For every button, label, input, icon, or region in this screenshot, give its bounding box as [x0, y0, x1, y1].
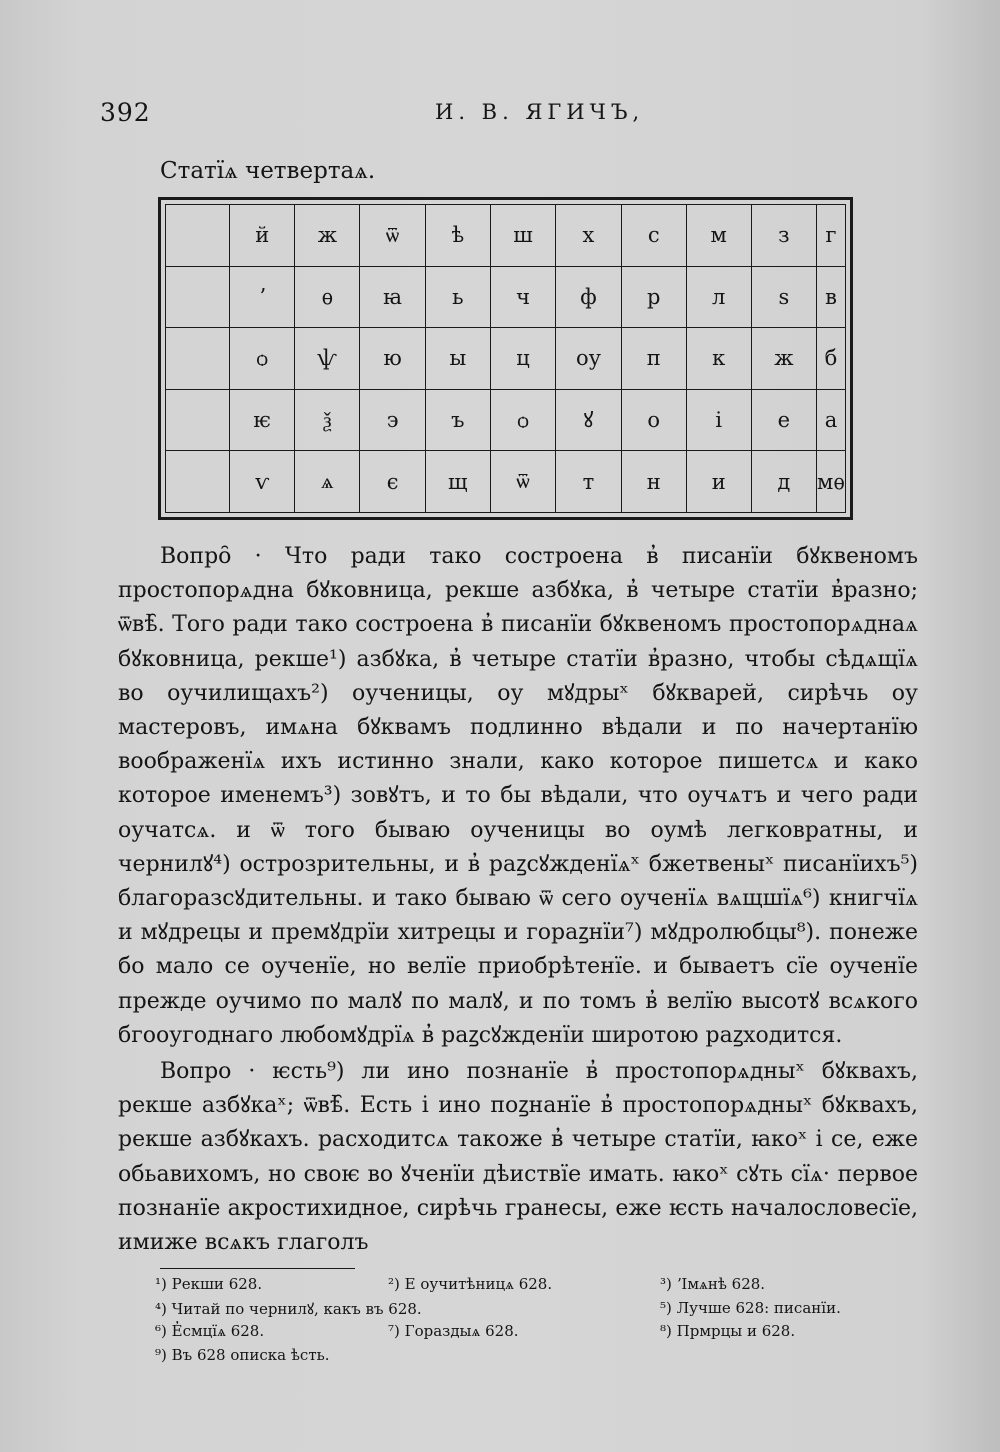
alphabet-cell: а: [816, 389, 845, 451]
alphabet-row: [166, 451, 846, 513]
alphabet-cell: е: [751, 389, 816, 451]
footnote-row: [155, 1322, 875, 1346]
footnote: ¹) Рекши 628.: [155, 1275, 263, 1293]
running-head: И. В. ЯГИЧЪ,: [435, 100, 645, 124]
alphabet-cell: з: [751, 205, 816, 267]
alphabet-cell: [166, 328, 230, 390]
alphabet-table: [165, 204, 846, 513]
body-text: [118, 540, 918, 1260]
alphabet-cell: н: [621, 451, 686, 513]
alphabet-cell: [166, 205, 230, 267]
alphabet-cell: ю: [360, 328, 425, 390]
alphabet-cell: т: [556, 451, 622, 513]
alphabet-cell: ѧ: [295, 451, 360, 513]
alphabet-cell: ѵ: [230, 451, 295, 513]
alphabet-cell: ѥ: [230, 389, 295, 451]
alphabet-cell: ъ: [425, 389, 490, 451]
alphabet-cell: ѻ: [490, 389, 555, 451]
footnote: ⁶) Е̓смцїѧ 628.: [155, 1322, 265, 1340]
footnote: ³) ʼІмѧнѣ 628.: [660, 1275, 766, 1293]
alphabet-cell: [166, 451, 230, 513]
alphabet-row: [166, 328, 846, 390]
footnotes: [155, 1275, 875, 1369]
alphabet-cell: ѳ: [295, 266, 360, 328]
alphabet-cell: ꙗ: [360, 266, 425, 328]
alphabet-cell: є: [360, 451, 425, 513]
alphabet-cell: л: [686, 266, 751, 328]
alphabet-cell: ʼ: [230, 266, 295, 328]
alphabet-cell: к: [686, 328, 751, 390]
alphabet-cell: ѯ: [295, 389, 360, 451]
paragraph-1: Вопро̑ · Что ради тако состроена в̓ писанїи бꙋквеномъ простопорѧдна бꙋковница, рекше азбꙋка, в̓ четыре статїи в̓разно; ѿвѣ̑. Того ради тако состроена в̓ писанїи бꙋквеномъ простопорѧднаѧ бꙋковница, рекше¹) азбꙋка, в̓ четыре статїи в̓разно, чтобы сѣдѧщїѧ во оучилищахъ²) оученицы, оу мꙋдрыˣ бꙋкварей, сирѣчь оу мастеровъ, имѧна бꙋквамъ подлинно вѣдали и по начертанїю воображенїѧ ихъ истинно знали, како которое пишетсѧ и како которое именемъ³) зовꙋтъ, и то бы вѣдали, что оучѧтъ и чего ради оучатсѧ. и ѿ того бываю оученицы во оумѣ легковратны, и чернилꙋ⁴) острозрительны, и в̓ раꙁсꙋжденїѧˣ бжетвеныˣ писанїихъ⁵) благоразсꙋдительны. и тако бываю ѿ сего оученїѧ вѧщшїѧ⁶) книгчїѧ и мꙋдрецы и премꙋдрїи хитрецы и гораꙁнїи⁷) мꙋдролюбцы⁸). понеже бо мало се оученїе, но велїе приобрѣтенїе. и бываетъ сїе оученїе прежде оучимо по малꙋ по малꙋ, и по томъ в̓ велїю высотꙋ всѧкого бгооугоднаго любомꙋдрїѧ в̓ раꙁсꙋжденїи широтою раꙁходится.: [118, 544, 918, 1048]
alphabet-cell: ж: [751, 328, 816, 390]
alphabet-cell: п: [621, 328, 686, 390]
alphabet-cell: м: [686, 205, 751, 267]
alphabet-cell: в: [816, 266, 845, 328]
alphabet-cell: ѣ: [425, 205, 490, 267]
alphabet-cell: й: [230, 205, 295, 267]
paragraph-2: Вопро · ѥсть⁹) ли ино познанїе в̓ простопорѧдныˣ бꙋквахъ, рекше азбꙋкаˣ; ѿвѣ̑. Есть і ино поꙁнанїе в̓ простопорѧдныˣ бꙋквахъ, рекше азбꙋкахъ. расходитсѧ такоже в̓ четыре статїи, ꙗкоˣ і се, еже обьавихомъ, но своѥ во ꙋченїи дѣиствїе имать. ꙗкоˣ сꙋть сїѧ· первое познанїе акростихидное, сирѣчь гранесы, еже ѥсть началословесїе, имиже всѧкъ глаголъ: [118, 1059, 918, 1256]
alphabet-cell: ф: [556, 266, 622, 328]
alphabet-cell: оу: [556, 328, 622, 390]
alphabet-row: [166, 266, 846, 328]
alphabet-cell: ѕ: [751, 266, 816, 328]
alphabet-cell: [166, 389, 230, 451]
footnote-divider: [160, 1268, 355, 1269]
alphabet-cell: ѱ: [295, 328, 360, 390]
alphabet-cell: ч: [490, 266, 555, 328]
alphabet-cell: х: [556, 205, 622, 267]
alphabet-cell: с: [621, 205, 686, 267]
alphabet-cell: ѿ: [490, 451, 555, 513]
alphabet-cell: мѳ: [816, 451, 845, 513]
alphabet-cell: о: [621, 389, 686, 451]
footnote: ⁹) Въ 628 описка ѣсть.: [155, 1345, 330, 1364]
footnote: ²) Е оучитѣницѧ 628.: [388, 1275, 553, 1293]
footnote: ⁵) Лучше 628: писанїи.: [660, 1298, 841, 1317]
footnote: ⁷) Гораздыѧ 628.: [388, 1322, 519, 1340]
page-number: 392: [100, 98, 151, 127]
alphabet-cell: ꙋ: [556, 389, 622, 451]
footnote-row: [155, 1299, 875, 1323]
alphabet-cell: ж: [295, 205, 360, 267]
alphabet-cell: г: [816, 205, 845, 267]
alphabet-cell: ш: [490, 205, 555, 267]
alphabet-cell: б: [816, 328, 845, 390]
alphabet-cell: ь: [425, 266, 490, 328]
alphabet-table-frame: [158, 197, 853, 520]
alphabet-cell: д: [751, 451, 816, 513]
section-title: Статїѧ четвертаѧ.: [160, 158, 376, 184]
alphabet-cell: э: [360, 389, 425, 451]
alphabet-cell: ѻ: [230, 328, 295, 390]
alphabet-cell: ц: [490, 328, 555, 390]
alphabet-cell: р: [621, 266, 686, 328]
alphabet-cell: и: [686, 451, 751, 513]
alphabet-row: [166, 389, 846, 451]
footnote: ⁴) Читай по чернилꙋ, какъ въ 628.: [155, 1299, 422, 1318]
footnote-row: [155, 1275, 875, 1299]
alphabet-cell: [166, 266, 230, 328]
alphabet-cell: ѿ: [360, 205, 425, 267]
page-header: [100, 98, 920, 132]
footnote: ⁸) Прмрцы и 628.: [660, 1322, 796, 1340]
footnote-row: [155, 1346, 875, 1370]
alphabet-cell: ы: [425, 328, 490, 390]
alphabet-cell: щ: [425, 451, 490, 513]
alphabet-cell: і: [686, 389, 751, 451]
alphabet-row: [166, 205, 846, 267]
